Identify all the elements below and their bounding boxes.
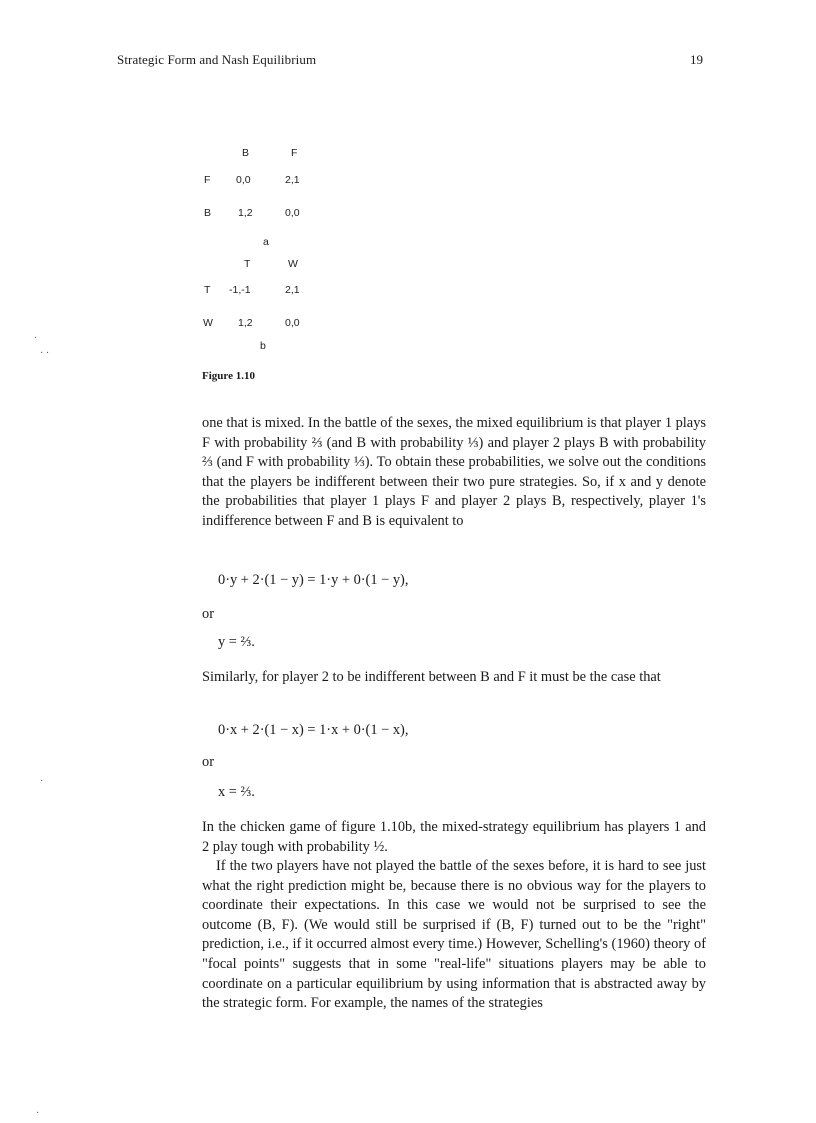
game-b-cell: 1,2 [238,317,253,329]
scan-speck: · [40,776,44,787]
connector-or: or [202,606,214,622]
game-b-col-label: W [288,258,298,270]
game-b-col-label: T [244,258,251,270]
connector-or: or [202,754,214,770]
paragraph-text: one that is mixed. In the battle of the sexes, the mixed equilibrium is that player 1 plays F with probability ⅔ (and B with probability ⅓) and player 2 plays B with probability ⅔ (and F with probability ⅓). To obtain these probabilities, we solve out the conditions that the players be indifferent between their two pure strategies. So, if x and y denote the probabilities that player 1 plays F and player 2 plays B, respectively, player 1's indifference between F and B is equivalent to [202,415,706,529]
scan-speck: · [34,333,38,344]
paragraph-text: If the two players have not played the battle of the sexes before, it is hard to see just what the right prediction might be, because there is no obvious way for the players to coordinate their expectations. In this case we would not be surprised to see the outcome (B, F). (We would still be surprised if (B, F) turned out to be the "right" prediction, i.e., if it occurred almost every time.) However, Schelling's (1960) theory of "focal points" suggests that in some "real-life" situations players may be able to coordinate on a particular equilibrium by using information that is abstracted away by the strategic form. For example, the names of the strategies [202,858,706,1012]
game-a-col-label: F [291,147,298,159]
figure-caption: Figure 1.10 [202,370,255,382]
game-a-cell: 1,2 [238,207,253,219]
game-a-row-label: F [204,174,211,186]
game-b-cell: 2,1 [285,284,300,296]
game-b-cell: -1,-1 [229,284,251,296]
paragraph-1 [202,414,706,532]
equation-3: 0·x + 2·(1 − x) = 1·x + 0·(1 − x), [218,722,409,738]
paragraph-4 [202,857,706,1014]
paragraph-3 [202,818,706,857]
page-number: 19 [690,52,703,67]
game-a-sublabel: a [263,236,269,248]
scan-speck: · · [40,348,50,359]
paragraph-text: Similarly, for player 2 to be indifferent between B and F it must be the case that [202,669,661,685]
game-a-col-label: B [242,147,250,159]
figure-1-10 [0,0,816,380]
game-a-cell: 2,1 [285,174,300,186]
game-b-row-label: W [203,317,213,329]
game-a-row-label: B [204,207,212,219]
paragraph-text: In the chicken game of figure 1.10b, the mixed-strategy equilibrium has players 1 and 2 play tough with probability ½. [202,819,706,855]
paragraph-2 [202,668,706,688]
game-b-row-label: T [204,284,211,296]
game-b-cell: 0,0 [285,317,300,329]
running-title: Strategic Form and Nash Equilibrium [117,52,317,67]
equation-1: 0·y + 2·(1 − y) = 1·y + 0·(1 − y), [218,572,409,588]
scan-speck: · [36,1108,40,1119]
game-b-sublabel: b [260,340,266,352]
equation-4: x = ⅔. [218,784,255,800]
game-a-cell: 0,0 [236,174,251,186]
equation-2: y = ⅔. [218,634,255,650]
game-a-cell: 0,0 [285,207,300,219]
